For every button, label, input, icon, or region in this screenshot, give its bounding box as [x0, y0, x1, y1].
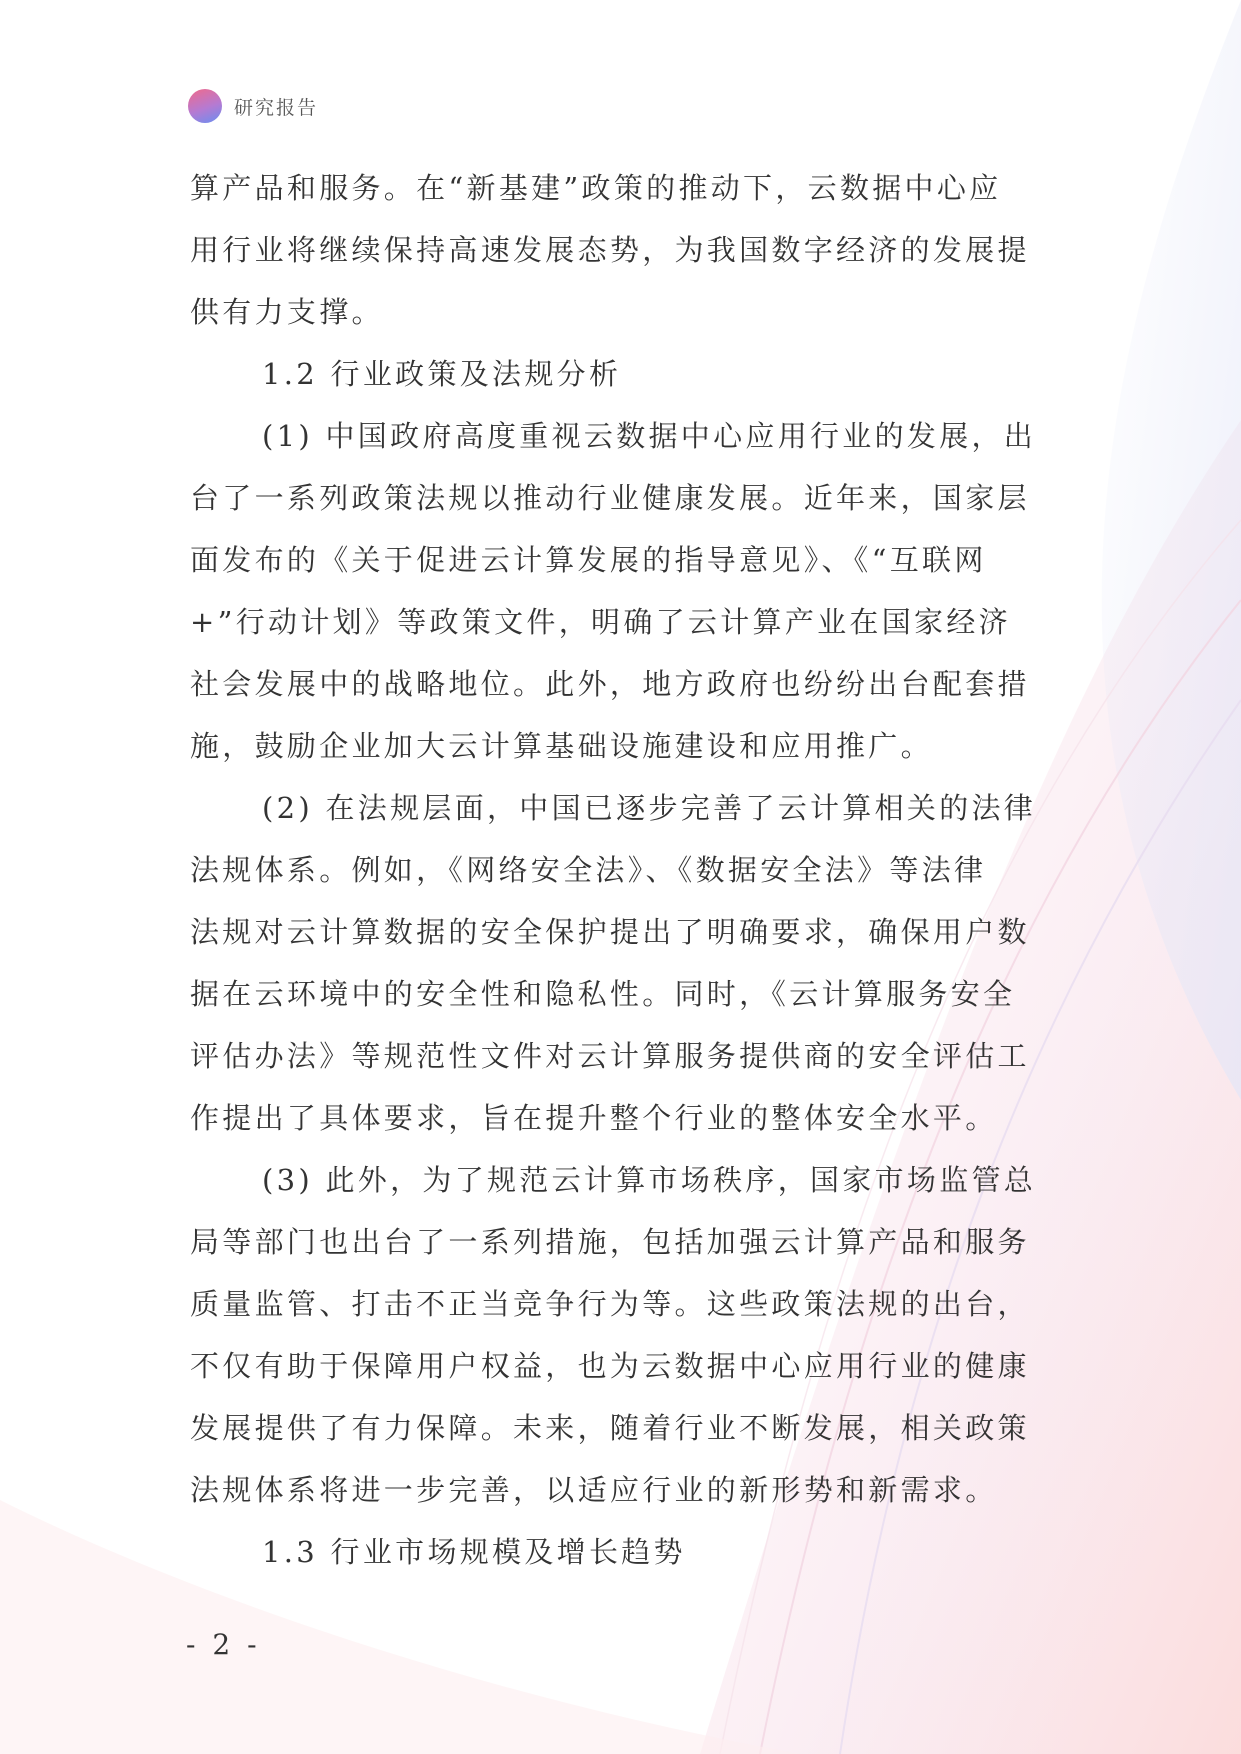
text-line: 算产品和服务。在“新基建”政策的推动下，云数据中心应: [190, 171, 1002, 205]
text-line: 台了一系列政策法规以推动行业健康发展。近年来，国家层: [190, 481, 1030, 515]
text-line: 法规体系将进一步完善，以适应行业的新形势和新需求。: [190, 1473, 998, 1507]
section-heading: 1.2 行业政策及法规分析: [262, 357, 622, 391]
text-line: 据在云环境中的安全性和隐私性。同时，《云计算服务安全: [190, 977, 1016, 1011]
text-line: 法规对云计算数据的安全保护提出了明确要求，确保用户数: [190, 915, 1030, 949]
text-line: 施，鼓励企业加大云计算基础设施建设和应用推广。: [190, 729, 933, 763]
text-line: 面发布的《关于促进云计算发展的指导意见》、《“互联网: [190, 543, 987, 577]
text-line: (3) 此外，为了规范云计算市场秩序，国家市场监管总: [262, 1163, 1037, 1197]
page-number: - 2 -: [186, 1628, 261, 1661]
text-line: (1) 中国政府高度重视云数据中心应用行业的发展，出: [262, 419, 1037, 453]
text-line: 供有力支撑。: [190, 295, 384, 329]
section-heading: 1.3 行业市场规模及增长趋势: [262, 1535, 686, 1569]
logo-icon: [188, 89, 222, 123]
text-line: 发展提供了有力保障。未来，随着行业不断发展，相关政策: [190, 1411, 1030, 1445]
text-line: 评估办法》等规范性文件对云计算服务提供商的安全评估工: [190, 1039, 1030, 1073]
text-line: 质量监管、打击不正当竞争行为等。这些政策法规的出台，: [190, 1287, 1030, 1321]
text-line: 法规体系。例如，《网络安全法》、《数据安全法》等法律: [190, 853, 987, 887]
text-line: 局等部门也出台了一系列措施，包括加强云计算产品和服务: [190, 1225, 1030, 1259]
body-text: [190, 157, 1070, 1583]
text-line: (2) 在法规层面，中国已逐步完善了云计算相关的法律: [262, 791, 1037, 825]
text-line: 用行业将继续保持高速发展态势，为我国数字经济的发展提: [190, 233, 1030, 267]
report-header: [188, 88, 318, 124]
header-label: 研究报告: [234, 96, 319, 119]
text-line: +”行动计划》等政策文件，明确了云计算产业在国家经济: [190, 605, 1011, 639]
text-line: 社会发展中的战略地位。此外，地方政府也纷纷出台配套措: [190, 667, 1030, 701]
text-line: 作提出了具体要求，旨在提升整个行业的整体安全水平。: [190, 1101, 998, 1135]
text-line: 不仅有助于保障用户权益，也为云数据中心应用行业的健康: [190, 1349, 1030, 1383]
